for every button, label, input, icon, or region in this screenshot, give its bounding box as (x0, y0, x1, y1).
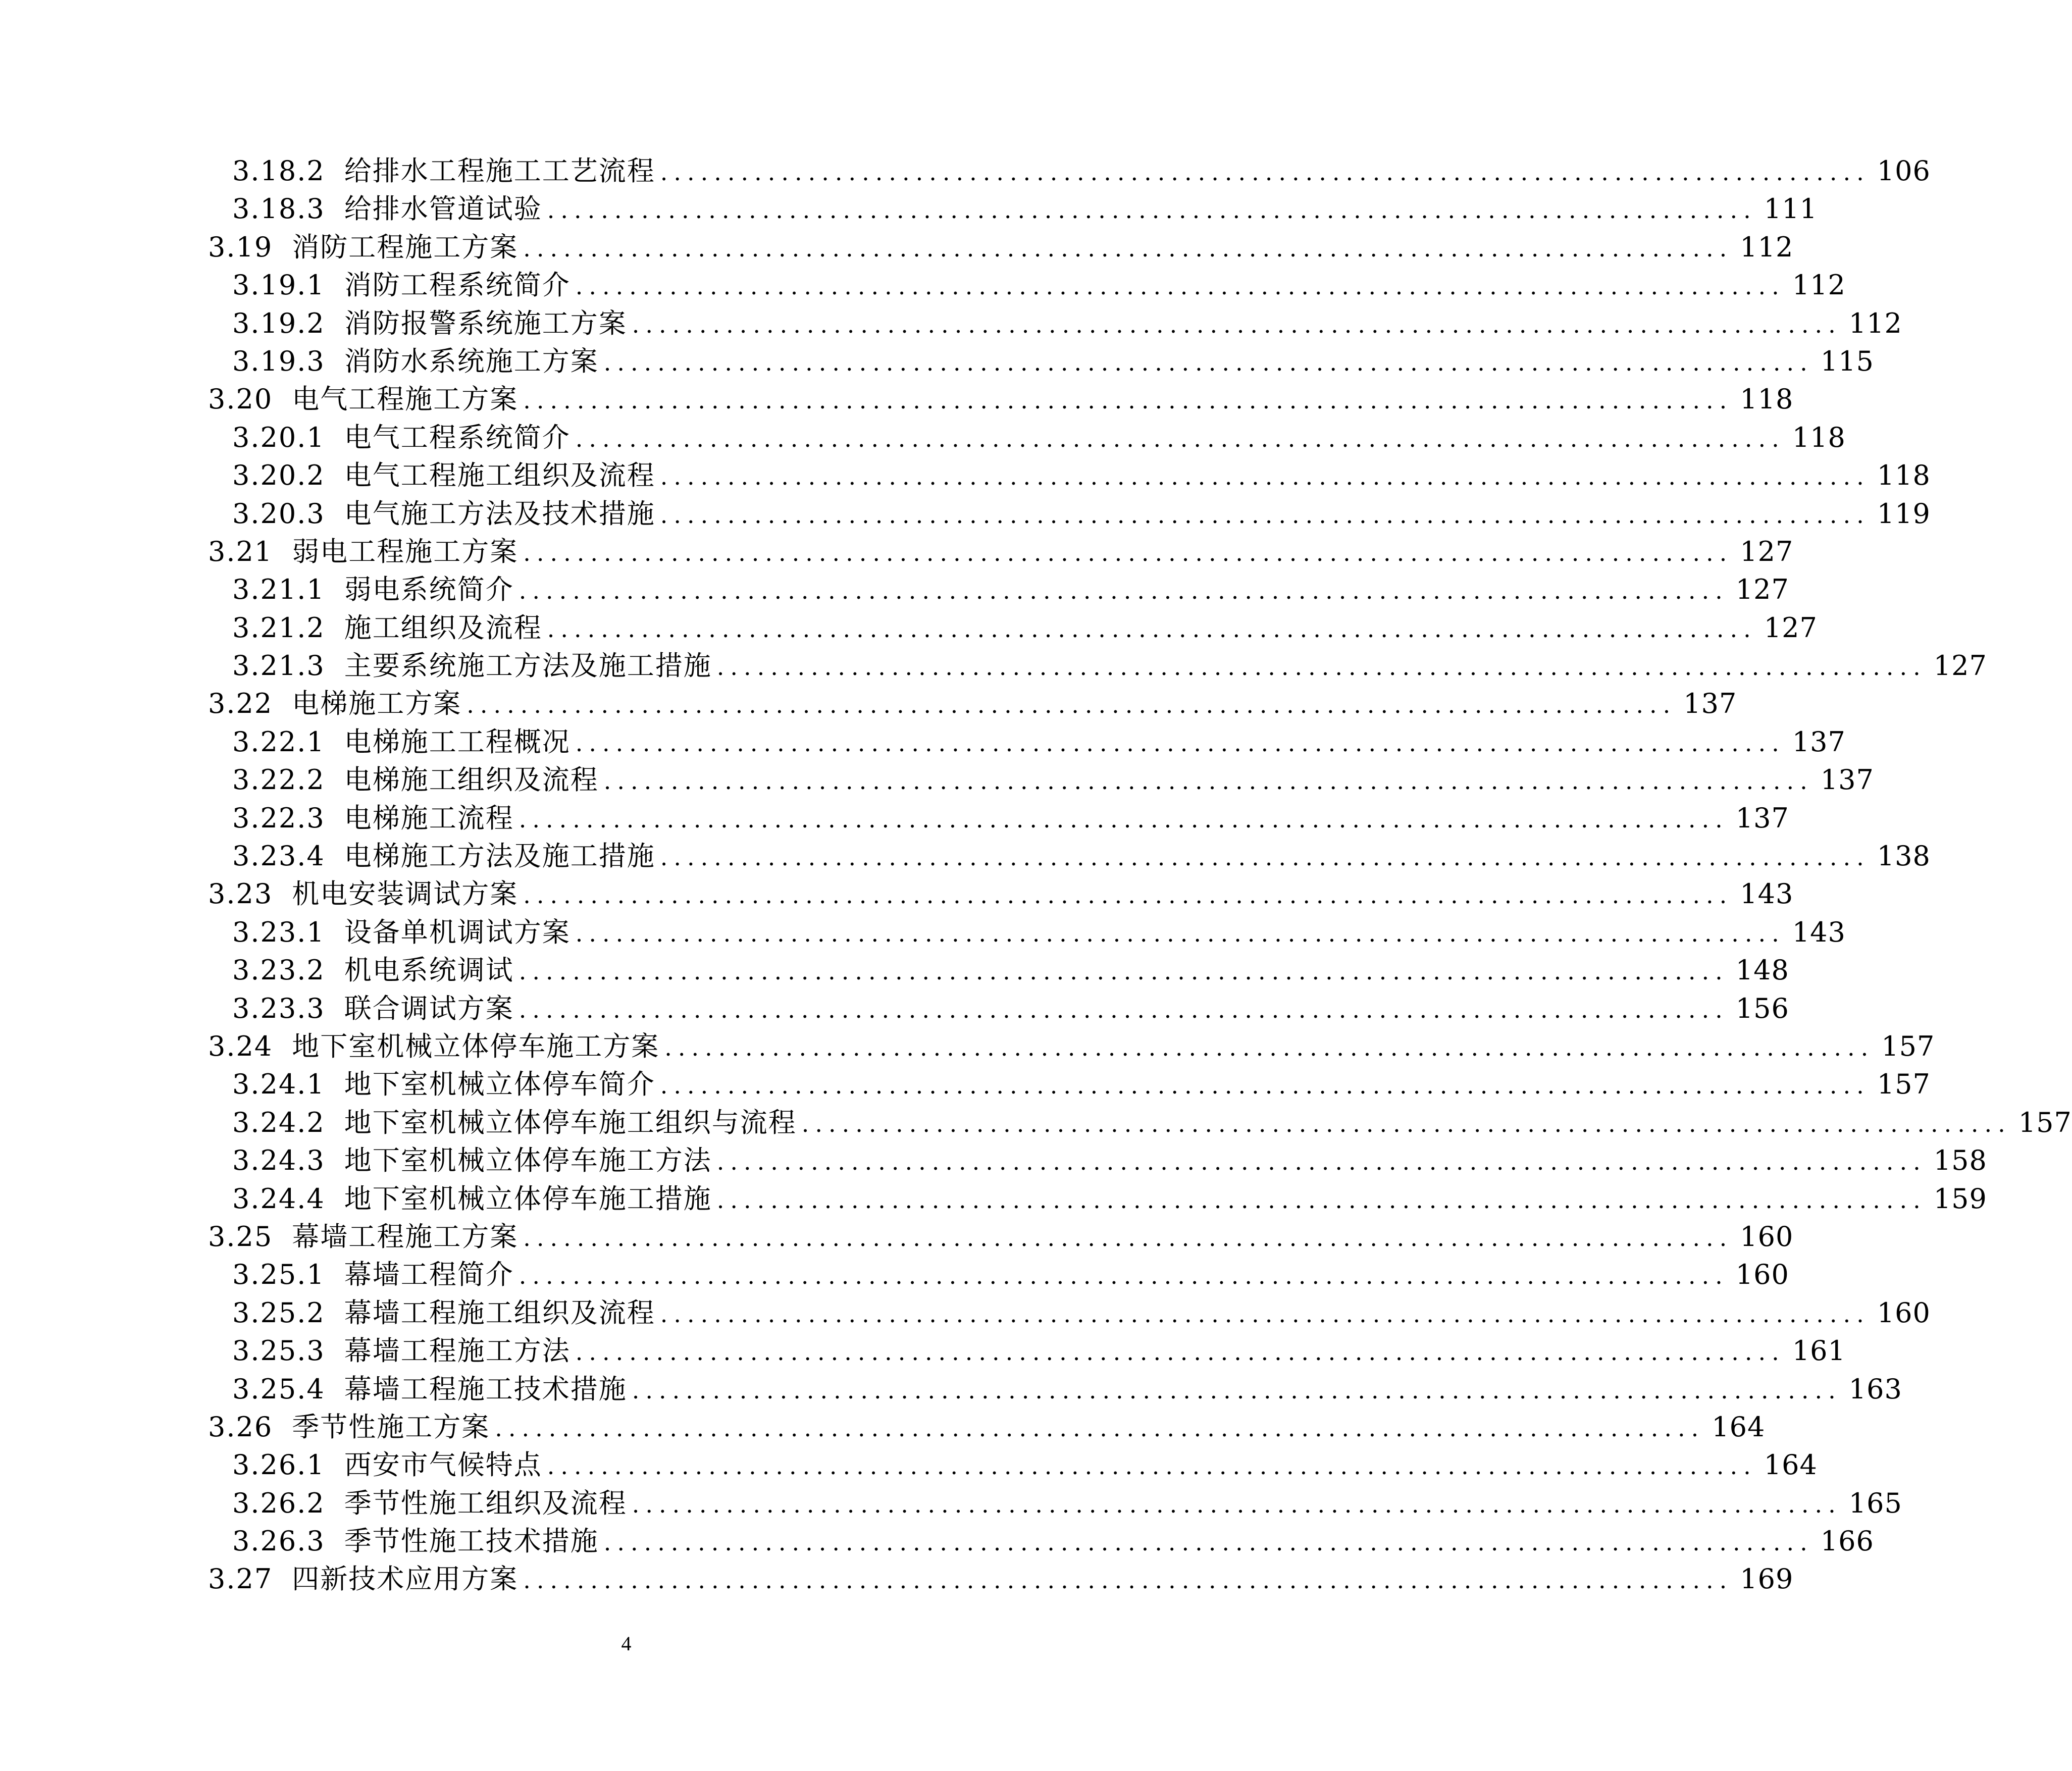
toc-entry[interactable] (0, 152, 1931, 190)
toc-entry-page: 166 (1820, 1525, 1874, 1557)
toc-dot-leader: .......................................................................................... (547, 1452, 1757, 1480)
toc-dot-leader: .......................................................................................... (660, 501, 1870, 529)
toc-dot-leader: .......................................................................................... (632, 1490, 1842, 1518)
toc-entry-title: 联合调试方案 (344, 992, 514, 1024)
toc-entry-page: 161 (1792, 1335, 1846, 1367)
toc-entry[interactable] (0, 1256, 1789, 1293)
toc-entry-number: 3.23 (208, 878, 273, 910)
toc-entry-page: 137 (1683, 688, 1737, 720)
toc-dot-leader: .......................................................................................... (495, 1414, 1705, 1442)
toc-entry-page: 157 (1881, 1030, 1935, 1062)
toc-entry-page: 119 (1877, 497, 1931, 530)
toc-entry-number: 3.21.3 (232, 650, 325, 682)
toc-entry[interactable] (0, 1484, 1902, 1522)
toc-entry-page: 118 (1877, 459, 1931, 492)
toc-entry-number: 3.25.3 (232, 1335, 325, 1367)
toc-entry-title: 施工组织及流程 (344, 611, 542, 644)
toc-dot-leader: .......................................................................................... (603, 348, 1814, 376)
toc-entry[interactable] (0, 1332, 1846, 1370)
toc-dot-leader: .......................................................................................... (716, 1148, 1927, 1176)
toc-entry-title: 电梯施工方法及施工措施 (344, 840, 655, 872)
toc-entry-title: 电梯施工方案 (292, 688, 462, 720)
toc-entry[interactable] (0, 495, 1931, 533)
toc-entry-page: 156 (1735, 992, 1789, 1024)
toc-entry-title: 幕墙工程施工方法 (344, 1335, 571, 1367)
toc-entry-page: 112 (1740, 231, 1794, 263)
toc-entry-page: 138 (1877, 840, 1931, 872)
toc-entry[interactable] (0, 228, 1794, 266)
table-of-contents (0, 152, 2072, 1598)
toc-entry-page: 118 (1740, 383, 1794, 415)
toc-entry-title: 四新技术应用方案 (292, 1563, 519, 1595)
toc-entry-title: 西安市气候特点 (344, 1449, 542, 1481)
toc-entry-number: 3.26 (208, 1411, 273, 1443)
toc-entry-number: 3.23.1 (232, 916, 325, 948)
toc-entry-title: 主要系统施工方法及施工措施 (344, 650, 712, 682)
toc-dot-leader: .......................................................................................... (467, 691, 1677, 719)
toc-entry-page: 160 (1740, 1220, 1794, 1253)
toc-entry-title: 给排水工程施工工艺流程 (344, 155, 655, 187)
toc-entry-page: 106 (1877, 155, 1931, 187)
toc-entry[interactable] (0, 304, 1902, 342)
toc-dot-leader: .......................................................................................... (664, 1033, 1875, 1061)
toc-entry-page: 163 (1848, 1373, 1902, 1405)
toc-entry-number: 3.22.1 (232, 725, 325, 758)
toc-dot-leader: .......................................................................................... (660, 463, 1870, 491)
toc-entry-number: 3.25.2 (232, 1296, 325, 1329)
toc-entry[interactable] (0, 1141, 1987, 1179)
toc-entry-page: 159 (1933, 1182, 1987, 1215)
toc-entry[interactable] (0, 1104, 2072, 1141)
toc-entry-page: 164 (1712, 1411, 1766, 1443)
toc-entry[interactable] (0, 837, 1931, 875)
toc-entry-number: 3.25.4 (232, 1373, 325, 1405)
toc-entry[interactable] (0, 1446, 1818, 1484)
toc-dot-leader: .......................................................................................... (547, 196, 1757, 224)
toc-entry-page: 111 (1764, 193, 1818, 225)
toc-entry-page: 157 (2018, 1106, 2072, 1138)
toc-entry[interactable] (0, 1027, 1935, 1065)
page-number: 4 (621, 1632, 632, 1655)
toc-dot-leader: .......................................................................................... (575, 1338, 1785, 1366)
toc-entry-number: 3.24.1 (232, 1068, 325, 1101)
toc-dot-leader: .......................................................................................... (523, 881, 1733, 909)
toc-entry[interactable] (0, 647, 1987, 685)
toc-dot-leader: .......................................................................................... (716, 1186, 1927, 1214)
toc-dot-leader: .......................................................................................... (632, 310, 1842, 338)
toc-entry[interactable] (0, 1408, 1766, 1446)
toc-entry-number: 3.20 (208, 383, 273, 415)
toc-entry-page: 112 (1848, 307, 1902, 339)
toc-entry-page: 148 (1735, 954, 1789, 986)
toc-dot-leader: .......................................................................................... (575, 425, 1785, 452)
toc-entry-number: 3.18.3 (232, 193, 325, 225)
toc-entry-title: 地下室机械立体停车施工方案 (292, 1030, 660, 1062)
toc-entry-title: 地下室机械立体停车施工方法 (344, 1144, 712, 1177)
toc-entry-page: 127 (1933, 650, 1987, 682)
toc-entry[interactable] (0, 1065, 1931, 1103)
toc-entry[interactable] (0, 875, 1794, 913)
toc-entry-number: 3.19.1 (232, 269, 325, 301)
toc-entry-page: 118 (1792, 421, 1846, 453)
toc-entry-title: 消防水系统施工方案 (344, 345, 599, 377)
toc-dot-leader: .......................................................................................... (660, 159, 1870, 186)
toc-dot-leader: .......................................................................................... (575, 729, 1785, 757)
toc-entry-page: 127 (1740, 535, 1794, 567)
toc-entry-title: 季节性施工技术措施 (344, 1525, 599, 1557)
toc-entry[interactable] (0, 951, 1789, 989)
toc-entry-title: 电气工程施工方案 (292, 383, 519, 415)
toc-entry[interactable] (0, 609, 1818, 647)
toc-entry-number: 3.24.3 (232, 1144, 325, 1177)
toc-entry-number: 3.20.2 (232, 459, 325, 492)
toc-entry-title: 季节性施工组织及流程 (344, 1487, 627, 1519)
toc-dot-leader: .......................................................................................... (603, 767, 1814, 795)
toc-entry-number: 3.19.3 (232, 345, 325, 377)
toc-entry-page: 127 (1735, 574, 1789, 606)
toc-entry-title: 地下室机械立体停车施工组织与流程 (344, 1106, 797, 1138)
toc-entry-title: 机电安装调试方案 (292, 878, 519, 910)
toc-entry[interactable] (0, 799, 1789, 837)
toc-dot-leader: .......................................................................................... (523, 1224, 1733, 1252)
toc-entry-title: 地下室机械立体停车施工措施 (344, 1182, 712, 1215)
toc-dot-leader: .......................................................................................... (523, 234, 1733, 262)
toc-entry-title: 消防报警系统施工方案 (344, 307, 627, 339)
toc-entry-number: 3.21.2 (232, 611, 325, 644)
toc-entry[interactable] (0, 533, 1794, 570)
toc-dot-leader: .......................................................................................... (523, 387, 1733, 414)
toc-entry-title: 幕墙工程施工技术措施 (344, 1373, 627, 1405)
toc-entry-title: 电气施工方法及技术措施 (344, 497, 655, 530)
toc-entry-title: 设备单机调试方案 (344, 916, 571, 948)
toc-entry[interactable] (0, 989, 1789, 1027)
toc-entry[interactable] (0, 685, 1737, 722)
toc-entry[interactable] (0, 1294, 1931, 1332)
toc-dot-leader: .......................................................................................... (519, 805, 1729, 833)
toc-entry-number: 3.19 (208, 231, 273, 263)
toc-entry-number: 3.25.1 (232, 1259, 325, 1291)
toc-dot-leader: .......................................................................................... (519, 577, 1729, 605)
toc-entry-page: 160 (1735, 1259, 1789, 1291)
toc-dot-leader: .......................................................................................... (716, 653, 1927, 681)
toc-dot-leader: .......................................................................................... (519, 996, 1729, 1023)
toc-entry-title: 消防工程施工方案 (292, 231, 519, 263)
toc-entry-title: 电气工程施工组织及流程 (344, 459, 655, 492)
toc-entry-title: 季节性施工方案 (292, 1411, 490, 1443)
toc-entry-number: 3.26.3 (232, 1525, 325, 1557)
toc-entry-number: 3.23.4 (232, 840, 325, 872)
toc-entry-page: 112 (1792, 269, 1846, 301)
toc-entry-title: 幕墙工程简介 (344, 1259, 514, 1291)
toc-dot-leader: .......................................................................................... (660, 1072, 1870, 1100)
toc-entry[interactable] (0, 419, 1846, 456)
toc-entry-number: 3.26.2 (232, 1487, 325, 1519)
toc-entry[interactable] (0, 342, 1874, 380)
toc-entry-page: 115 (1820, 345, 1874, 377)
toc-dot-leader: .......................................................................................... (801, 1110, 2011, 1137)
toc-entry-title: 消防工程系统简介 (344, 269, 571, 301)
toc-entry[interactable] (0, 380, 1794, 418)
toc-entry[interactable] (0, 570, 1789, 608)
toc-entry-number: 3.24 (208, 1030, 273, 1062)
toc-dot-leader: .......................................................................................... (660, 844, 1870, 871)
toc-entry-page: 157 (1877, 1068, 1931, 1101)
toc-dot-leader: .......................................................................................... (632, 1376, 1842, 1404)
toc-dot-leader: .......................................................................................... (575, 919, 1785, 947)
toc-entry-number: 3.20.1 (232, 421, 325, 453)
toc-entry[interactable] (0, 266, 1846, 304)
toc-entry-page: 137 (1792, 725, 1846, 758)
toc-dot-leader: .......................................................................................... (660, 1300, 1870, 1328)
toc-entry-page: 158 (1933, 1144, 1987, 1177)
toc-entry-number: 3.26.1 (232, 1449, 325, 1481)
toc-entry[interactable] (0, 1180, 1987, 1218)
toc-entry-page: 165 (1848, 1487, 1902, 1519)
toc-entry-number: 3.20.3 (232, 497, 325, 530)
toc-entry-title: 弱电工程施工方案 (292, 535, 519, 567)
toc-entry-title: 地下室机械立体停车简介 (344, 1068, 655, 1101)
toc-entry-number: 3.21 (208, 535, 273, 567)
toc-dot-leader: .......................................................................................... (547, 615, 1757, 643)
toc-entry[interactable] (0, 1218, 1794, 1256)
toc-entry[interactable] (0, 913, 1846, 951)
toc-entry-number: 3.24.2 (232, 1106, 325, 1138)
toc-entry[interactable] (0, 1522, 1874, 1560)
toc-entry-number: 3.23.2 (232, 954, 325, 986)
toc-entry-number: 3.18.2 (232, 155, 325, 187)
toc-entry-page: 164 (1764, 1449, 1818, 1481)
toc-entry-title: 电梯施工流程 (344, 802, 514, 834)
toc-dot-leader: .......................................................................................... (575, 273, 1785, 300)
toc-entry-number: 3.22.2 (232, 764, 325, 796)
toc-entry-title: 给排水管道试验 (344, 193, 542, 225)
toc-dot-leader: .......................................................................................... (523, 1567, 1733, 1594)
toc-entry[interactable] (0, 456, 1931, 494)
toc-entry-title: 机电系统调试 (344, 954, 514, 986)
toc-entry-number: 3.21.1 (232, 574, 325, 606)
toc-entry-page: 169 (1740, 1563, 1794, 1595)
toc-entry[interactable] (0, 190, 1818, 228)
toc-entry-title: 弱电系统简介 (344, 574, 514, 606)
toc-entry-title: 幕墙工程施工组织及流程 (344, 1296, 655, 1329)
toc-entry-number: 3.23.3 (232, 992, 325, 1024)
toc-entry-title: 电梯施工工程概况 (344, 725, 571, 758)
toc-dot-leader: .......................................................................................... (519, 958, 1729, 985)
toc-entry-number: 3.22 (208, 688, 273, 720)
toc-dot-leader: .......................................................................................... (603, 1529, 1814, 1556)
toc-entry[interactable] (0, 723, 1846, 761)
toc-dot-leader: .......................................................................................... (523, 539, 1733, 566)
toc-entry-number: 3.22.3 (232, 802, 325, 834)
toc-entry-page: 137 (1735, 802, 1789, 834)
toc-entry-number: 3.27 (208, 1563, 273, 1595)
toc-entry-number: 3.24.4 (232, 1182, 325, 1215)
toc-entry-page: 143 (1740, 878, 1794, 910)
toc-entry-page: 137 (1820, 764, 1874, 796)
toc-entry-number: 3.19.2 (232, 307, 325, 339)
toc-entry-page: 127 (1764, 611, 1818, 644)
toc-entry[interactable] (0, 761, 1874, 799)
toc-entry-title: 幕墙工程施工方案 (292, 1220, 519, 1253)
toc-dot-leader: .......................................................................................... (519, 1262, 1729, 1290)
toc-entry-page: 160 (1877, 1296, 1931, 1329)
toc-entry[interactable] (0, 1370, 1902, 1408)
toc-entry[interactable] (0, 1560, 1794, 1598)
toc-entry-page: 143 (1792, 916, 1846, 948)
toc-entry-number: 3.25 (208, 1220, 273, 1253)
toc-entry-title: 电梯施工组织及流程 (344, 764, 599, 796)
toc-entry-title: 电气工程系统简介 (344, 421, 571, 453)
